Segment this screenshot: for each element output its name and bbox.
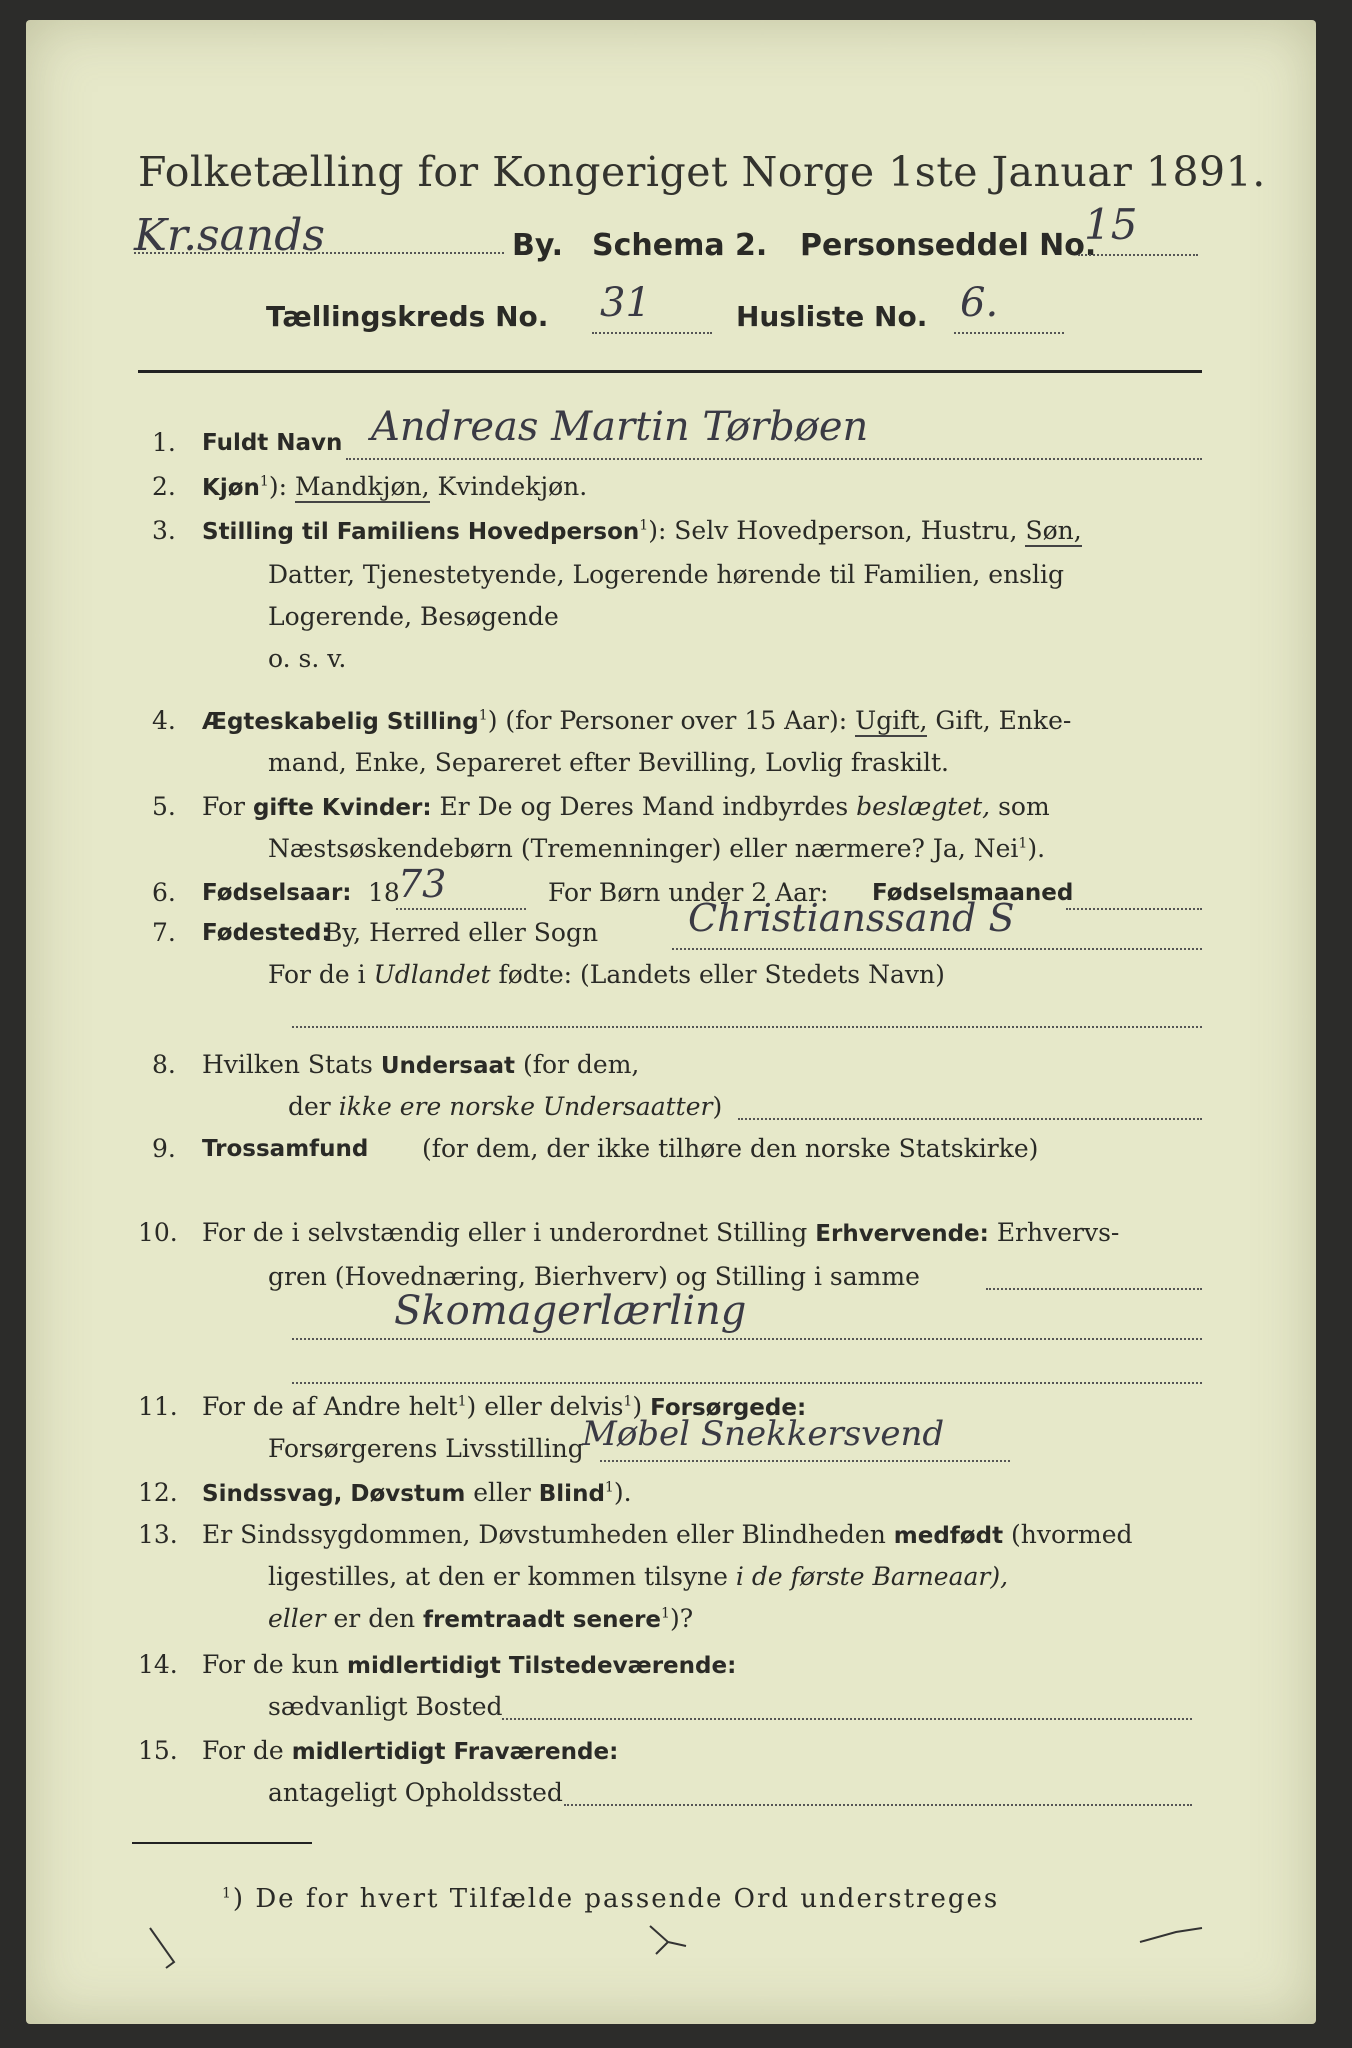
item-3-label: Stilling til Familiens Hovedperson — [202, 519, 640, 545]
item-2-rest: ): — [268, 472, 287, 501]
item-13-footnote-mark: 1 — [661, 1605, 670, 1622]
item-4-line-2: mand, Enke, Separeret efter Bevilling, Lovlig fraskilt. — [268, 748, 949, 777]
item-5-number: 5. — [152, 792, 176, 821]
item-11-pre: For de af Andre helt — [202, 1392, 458, 1421]
item-14-pre: For de kun — [202, 1650, 340, 1679]
item-3-rest: ): Selv Hovedperson, Hustru, — [648, 516, 1018, 545]
item-13-line-3 — [268, 1604, 693, 1633]
item-13-line-2-pre: ligestilles, at den er kommen tilsyne — [268, 1562, 728, 1591]
item-6-year-value: 73 — [398, 862, 447, 906]
item-13-line-3-mid: er den — [333, 1604, 416, 1633]
item-11-line-2: Forsørgerens Livsstilling — [268, 1434, 584, 1463]
town-dotted-line — [134, 252, 504, 254]
item-5-pre: For — [202, 792, 245, 821]
item-8-line-2-italic: ikke ere norske Undersaatter — [338, 1092, 713, 1121]
schema-label: Schema 2. — [592, 228, 768, 263]
item-13-line-2-italic: i de første Barneaar), — [735, 1562, 1009, 1591]
item-7-dotted-line — [672, 948, 1202, 950]
personseddel-label: Personseddel No. — [800, 228, 1097, 263]
item-12-end: ). — [613, 1478, 632, 1507]
pencil-mark-left — [146, 1924, 186, 1974]
item-5-line-2-text: Næstsøskendebørn (Tremenninger) eller nærmere? Ja, Nei — [268, 834, 1019, 863]
item-14-line-1 — [202, 1650, 736, 1679]
footnote — [222, 1884, 999, 1914]
header-rule — [138, 370, 1202, 373]
husliste-number: 6. — [960, 280, 999, 326]
item-4-footnote-mark: 1 — [478, 707, 488, 724]
town-name-handwritten: Kr.sands — [134, 210, 325, 261]
item-4-number: 4. — [152, 706, 176, 735]
item-8-rest: (for dem, — [522, 1050, 640, 1079]
item-9-label: Trossamfund — [202, 1136, 369, 1162]
item-13-line-1 — [202, 1520, 1133, 1549]
item-3-line-4: o. s. v. — [268, 644, 347, 673]
item-3-number: 3. — [152, 516, 176, 545]
item-8-line-2-end: ) — [712, 1092, 723, 1121]
item-9-number: 9. — [152, 1134, 176, 1163]
item-14-label: midlertidigt Tilstedeværende: — [346, 1653, 737, 1679]
item-2-footnote-mark: 1 — [259, 473, 269, 490]
item-2-line — [202, 472, 587, 501]
item-15-pre: For de — [202, 1736, 284, 1765]
item-10-dotted-line-2 — [292, 1338, 1202, 1340]
item-11-provider-value: Møbel Snekkersvend — [582, 1414, 945, 1454]
item-2-label: Kjøn — [202, 475, 260, 501]
item-6-number: 6. — [152, 878, 176, 907]
item-4-rest-2: Gift, Enke- — [935, 706, 1072, 735]
footnote-mark: 1 — [222, 1885, 233, 1902]
husliste-dotted-line — [954, 332, 1064, 334]
item-10-line-2: gren (Hovednæring, Bierhverv) og Stilling i samme — [268, 1262, 920, 1291]
item-10-dotted-line-1 — [986, 1288, 1202, 1290]
item-5-rest-2: som — [998, 792, 1050, 821]
kreds-number: 31 — [600, 280, 651, 326]
item-7-number: 7. — [152, 918, 176, 947]
item-5-line-2 — [268, 834, 1045, 863]
item-12-mid: eller — [473, 1478, 531, 1507]
item-1-label: Fuldt Navn — [202, 430, 343, 456]
item-1-number: 1. — [152, 428, 176, 457]
item-5-line-1 — [202, 792, 1050, 821]
item-10-occupation-value: Skomagerlærling — [394, 1288, 747, 1334]
item-7-foreign-dotted-line — [292, 1026, 1202, 1028]
item-6-label-2: Fødselsmaaned — [872, 880, 1074, 906]
item-4-rest: ) (for Personer over 15 Aar): — [487, 706, 848, 735]
item-8-line-2 — [288, 1092, 722, 1121]
item-13-line-3-label: fremtraadt senere — [423, 1607, 662, 1633]
item-11-number: 11. — [138, 1392, 178, 1421]
item-14-number: 14. — [138, 1650, 178, 1679]
item-7-line-2 — [268, 960, 945, 989]
item-13-number: 13. — [138, 1520, 178, 1549]
item-8-label: Undersaat — [380, 1053, 516, 1079]
item-13-label: medfødt — [893, 1523, 1004, 1549]
item-7-line-2-rest: fødte: (Landets eller Stedets Navn) — [498, 960, 945, 989]
by-label: By. — [512, 228, 564, 263]
personseddel-dotted-line — [1078, 254, 1198, 256]
item-13-rest: (hvormed — [1011, 1520, 1133, 1549]
item-11-mid-2: ) — [632, 1392, 643, 1421]
item-9-rest: (for dem, der ikke tilhøre den norske Statskirke) — [422, 1134, 1039, 1163]
item-4-line-1 — [202, 706, 1071, 735]
item-7-line-2-pre: For de i — [268, 960, 366, 989]
census-form-sheet — [26, 20, 1316, 2024]
item-5-end: ). — [1027, 834, 1046, 863]
item-11-dotted-line — [600, 1460, 1010, 1462]
kreds-dotted-line — [592, 332, 712, 334]
item-6-rest: For Børn under 2 Aar: — [548, 878, 829, 907]
item-13-line-2 — [268, 1562, 1008, 1591]
item-14-line-2: sædvanligt Bosted — [268, 1692, 503, 1721]
pencil-mark-center — [646, 1920, 690, 1960]
item-1-name-value: Andreas Martin Tørbøen — [371, 404, 869, 450]
kreds-label: Tællingskreds No. — [266, 300, 549, 333]
item-13-line-3-italic: eller — [268, 1604, 326, 1633]
item-10-label: Erhvervende: — [815, 1221, 989, 1247]
item-2-option-female: Kvindekjøn. — [437, 472, 588, 501]
item-11-footnote-mark-2: 1 — [623, 1393, 633, 1410]
item-3-footnote-mark: 1 — [639, 517, 649, 534]
item-12-footnote-mark: 1 — [604, 1479, 614, 1496]
item-7-rest: By, Herred eller Sogn — [324, 918, 599, 947]
item-6-month-dotted-line — [1066, 908, 1202, 910]
item-10-rest: Erhvervs- — [996, 1218, 1120, 1247]
item-6-year-dotted-line — [396, 908, 526, 910]
item-15-line-2: antageligt Opholdssted — [268, 1778, 563, 1807]
item-3-line-1 — [202, 516, 1082, 545]
item-12-label-2: Blind — [538, 1481, 605, 1507]
item-4-underlined-ugift: Ugift, — [855, 706, 928, 735]
item-15-label: midlertidigt Fraværende: — [291, 1739, 619, 1765]
item-14-dotted-line — [502, 1718, 1192, 1720]
personseddel-number: 15 — [1084, 200, 1138, 249]
item-6-label: Fødselsaar: — [202, 880, 352, 906]
item-1-dotted-line — [346, 458, 1202, 460]
husliste-label: Husliste No. — [736, 300, 928, 333]
item-11-label: Forsørgede: — [650, 1395, 807, 1421]
item-6-prefix: 18 — [368, 878, 400, 907]
item-12-line — [202, 1478, 632, 1507]
item-2-option-male: Mandkjøn, — [294, 472, 430, 501]
item-12-label: Sindssvag, Døvstum — [202, 1481, 466, 1507]
item-5-label: gifte Kvinder: — [252, 795, 432, 821]
item-8-dotted-line — [738, 1118, 1202, 1120]
item-15-dotted-line — [564, 1804, 1192, 1806]
item-12-number: 12. — [138, 1478, 178, 1507]
footnote-rule — [132, 1842, 312, 1844]
item-11-mid: ) eller delvis — [466, 1392, 624, 1421]
item-7-line-2-italic: Udlandet — [373, 960, 491, 989]
item-15-line-1 — [202, 1736, 618, 1765]
item-8-line-2-pre: der — [288, 1092, 331, 1121]
item-3-line-3: Logerende, Besøgende — [268, 602, 559, 631]
pencil-mark-right — [1136, 1920, 1206, 1950]
item-8-pre: Hvilken Stats — [202, 1050, 373, 1079]
item-13-pre: Er Sindssygdommen, Døvstumheden eller Blindheden — [202, 1520, 886, 1549]
item-7-birthplace-value: Christianssand S — [688, 896, 1015, 940]
item-13-line-3-end: )? — [669, 1604, 694, 1633]
item-5-italic: beslægtet, — [856, 792, 991, 821]
item-11-footnote-mark-1: 1 — [457, 1393, 467, 1410]
item-10-number: 10. — [138, 1218, 178, 1247]
item-7-label: Fødested: — [202, 920, 331, 946]
item-2-number: 2. — [152, 472, 176, 501]
item-3-line-2: Datter, Tjenestetyende, Logerende hørende til Familien, enslig — [268, 560, 1065, 589]
item-10-line-1 — [202, 1218, 1119, 1247]
footnote-text: ) De for hvert Tilfælde passende Ord understreges — [232, 1884, 1000, 1914]
item-10-pre: For de i selvstændig eller i underordnet Stilling — [202, 1218, 808, 1247]
item-10-dotted-line-3 — [292, 1382, 1202, 1384]
item-5-rest: Er De og Deres Mand indbyrdes — [439, 792, 849, 821]
item-4-label: Ægteskabelig Stilling — [202, 709, 479, 735]
item-15-number: 15. — [138, 1736, 178, 1765]
item-5-footnote-mark: 1 — [1018, 835, 1028, 852]
item-8-number: 8. — [152, 1050, 176, 1079]
form-title: Folketælling for Kongeriget Norge 1ste Januar 1891. — [138, 148, 1266, 196]
item-8-line-1 — [202, 1050, 639, 1079]
item-3-underlined-son: Søn, — [1025, 516, 1082, 545]
